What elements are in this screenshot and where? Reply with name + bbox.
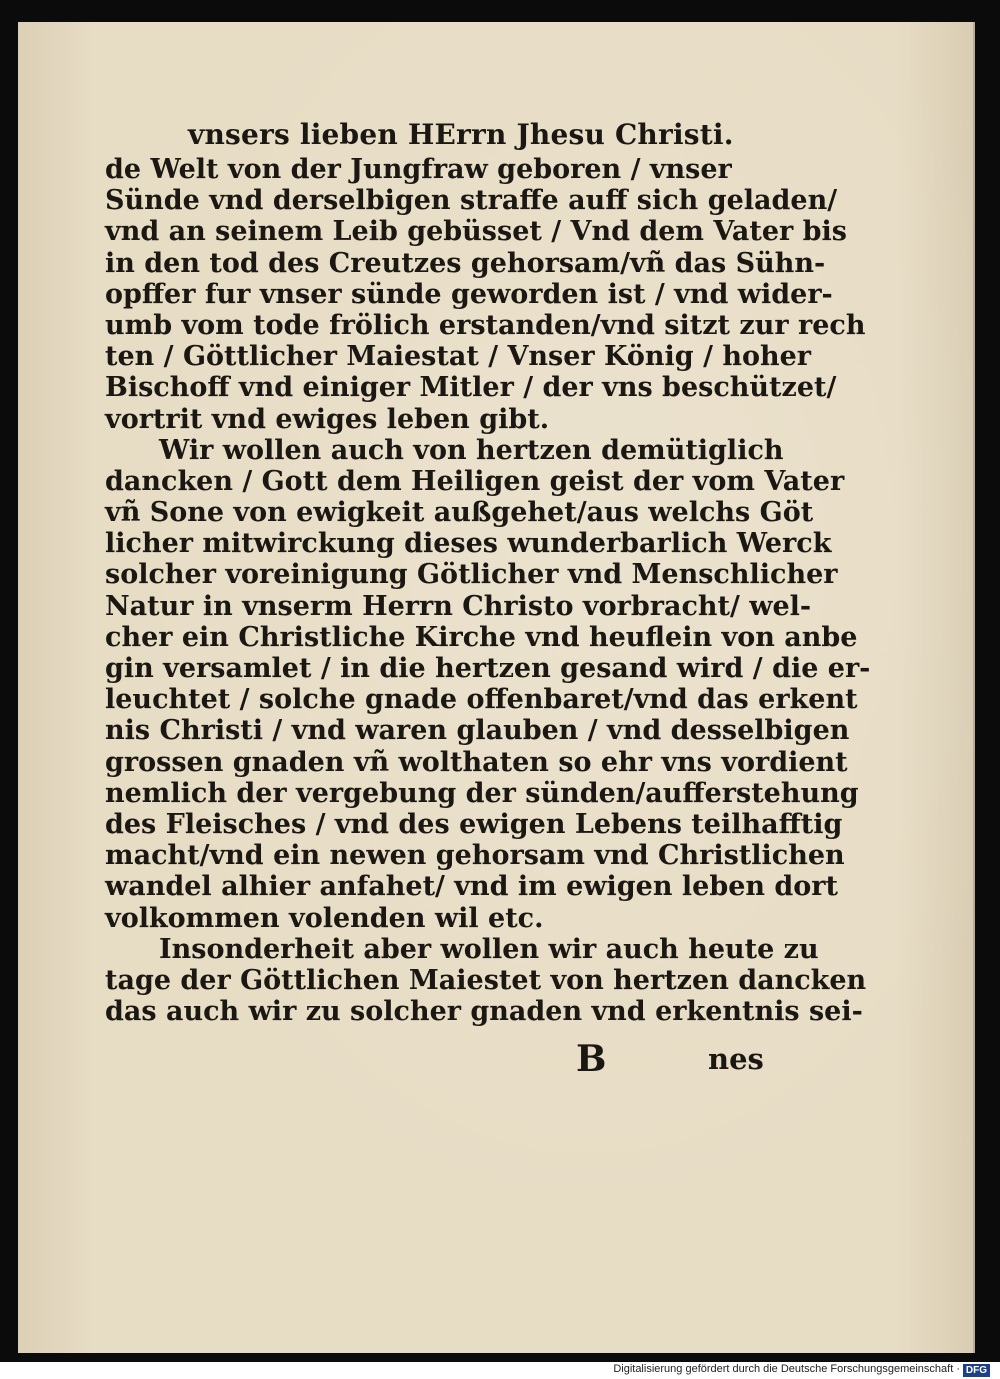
- text-line: tage der Göttlichen Maiestet von hertzen dancken: [105, 964, 867, 996]
- text-line: nemlich der vergebung der sünden/aufferstehung: [105, 777, 859, 809]
- text-line: licher mitwirckung dieses wunderbarlich Werck: [105, 528, 832, 560]
- text-line: dancken / Gott dem Heiligen geist der vom Vater: [105, 465, 845, 497]
- catchword: nes: [708, 1042, 764, 1076]
- text-block: [105, 154, 871, 1028]
- text-line: opffer fur vnser sünde geworden ist / vnd wider-: [105, 278, 833, 310]
- text-line: das auch wir zu solcher gnaden vnd erkentnis sei-: [105, 996, 863, 1028]
- paragraph-start-line: Wir wollen auch von hertzen demütiglich: [159, 434, 784, 466]
- dfg-logo: DFG: [963, 1364, 990, 1377]
- text-line: vñ Sone von ewigkeit außgehet/aus welchs Göt: [105, 497, 814, 529]
- book-page: [18, 22, 975, 1353]
- text-line: cher ein Christliche Kirche vnd heuflein von anbe: [105, 621, 858, 653]
- text-line: solcher voreinigung Götlicher vnd Menschlicher: [105, 559, 838, 591]
- footer-bar: [0, 1362, 1000, 1379]
- running-head: vnsers lieben HErrn Jhesu Christi.: [188, 118, 734, 151]
- paragraph-start-line: Insonderheit aber wollen wir auch heute zu: [159, 933, 819, 965]
- signature-mark: B: [576, 1038, 607, 1080]
- funding-credit: Digitalisierung gefördert durch die Deutsche Forschungsgemeinschaft ·: [613, 1363, 960, 1375]
- text-line: in den tod des Creutzes gehorsam/vñ das Sühn-: [105, 247, 826, 279]
- text-line: nis Christi / vnd waren glauben / vnd desselbigen: [105, 715, 850, 747]
- text-line: macht/vnd ein newen gehorsam vnd Christlichen: [105, 840, 845, 872]
- text-line: grossen gnaden vñ wolthaten so ehr vns vordient: [105, 746, 848, 778]
- text-line: vortrit vnd ewiges leben gibt.: [105, 403, 550, 435]
- text-line: umb vom tode frölich erstanden/vnd sitzt zur rech: [105, 309, 866, 341]
- text-line: Bischoff vnd einiger Mitler / der vns beschützet/: [105, 372, 837, 404]
- text-line: volkommen volenden wil etc.: [105, 902, 544, 934]
- text-line: des Fleisches / vnd des ewigen Lebens teilhafftig: [105, 808, 843, 840]
- text-line: leuchtet / solche gnade offenbaret/vnd das erkent: [105, 684, 858, 716]
- text-line: vnd an seinem Leib gebüsset / Vnd dem Vater bis: [105, 216, 847, 248]
- text-line: ten / Göttlicher Maiestat / Vnser König / hoher: [105, 341, 812, 373]
- text-line: Sünde vnd derselbigen straffe auff sich geladen/: [105, 185, 838, 217]
- text-line: de Welt von der Jungfraw geboren / vnser: [105, 154, 732, 185]
- text-line: wandel alhier anfahet/ vnd im ewigen leben dort: [105, 871, 838, 903]
- text-line: Natur in vnserm Herrn Christo vorbracht/ wel-: [105, 590, 812, 622]
- text-line: gin versamlet / in die hertzen gesand wird / die er-: [105, 653, 871, 684]
